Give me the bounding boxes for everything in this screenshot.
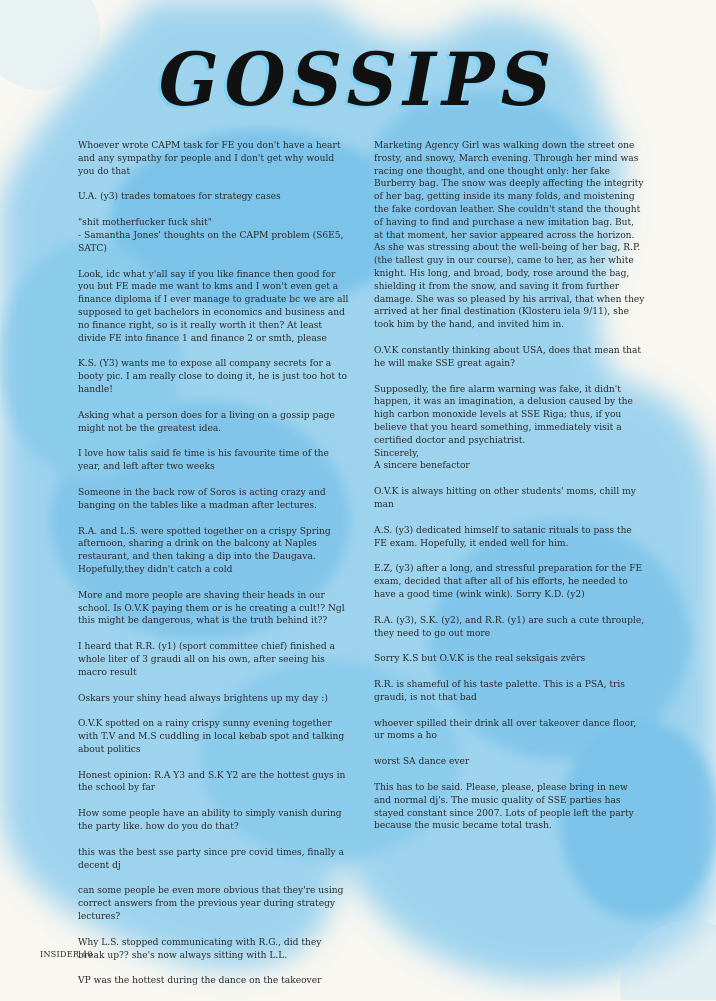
gossip-item: A.S. (y3) dedicated himself to satanic rituals to pass the FE exam. Hopefully, it ended well for him. [374,525,632,549]
gossip-item: VP was the hottest during the dance on the takeover [78,976,322,987]
gossip-column-left [78,140,350,1001]
gossip-item: This has to be said. Please, please, please bring in new and normal dj's. The music quality of SSE parties has stayed constant since 2007. Lots of people left the party because the music became total trash. [374,783,634,832]
gossip-column-right [374,140,646,846]
gossip-item: whoever spilled their drink all over takeover dance floor, ur moms a ho [374,718,637,742]
gossip-item: R.R. is shameful of his taste palette. This is a PSA, tris graudi, is not that bad [374,680,625,703]
gossip-item: can some people be even more obvious that they're using correct answers from the previous year during strategy lectures? [78,886,344,923]
gossip-item: I heard that R.R. (y1) (sport committee chief) finished a whole liter of 3 graudi all on his own, after seeing his macro result [78,642,335,678]
gossip-item: R.A. (y3), S.K. (y2), and R.R. (y1) are such a cute throuple, they need to go out more [374,615,645,639]
page-title: GOSSIPS [158,35,558,124]
gossip-item: U.A. (y3) trades tomatoes for strategy cases [78,192,281,203]
gossip-item: Whoever wrote CAPM task for FE you don't have a heart and any sympathy for people and I don't get why would you do that [78,141,341,177]
gossip-item: O.V.K spotted on a rainy crispy sunny evening together with T.V and M.S cuddling in local kebab spot and talking about politics [78,719,345,755]
gossip-item: Supposedly, the fire alarm warning was fake, it didn't happen, it was an imagination, a delusion caused by the high carbon monoxide levels at SSE Riga; thus, if you believe that you heard something, immediately visit a certified doctor and psychiatrist. Sincerely, A sincere benefactor [374,384,633,472]
gossip-item: Why L.S. stopped communicating with R.G., did they break up?? she's now always sitting with L.L. [78,937,322,961]
gossip-item: Marketing Agency Girl was walking down the street one frosty, and snowy, March evening. Through her mind was racing one thought, and one thought only: her fake Burberry bag. The snow was deeply affecting the integrity of her bag, getting inside its many folds, and moistening the fake cordovan leather. She couldn't stand the thought of having to find and purchase a new imitation bag. But, at that moment, her savior appeared across the horizon. As she was stressing about the well-being of her bag, R.P. (the tallest guy in our course), came to her, as her white knight. His long, and broad, body, rose around the bag, shielding it from the snow, and saving it from further damage. She was so pleased by his arrival, that when they arrived at her final destination (Klosteru iela 9/11), she took him by the hand, and invited him in. [374,141,645,331]
gossip-item: Sorry K.S but O.V.K is the real seksīgais zvērs [374,654,586,665]
gossip-item: O.V.K constantly thinking about USA, does that mean that he will make SSE great again? [374,345,642,369]
gossip-item: How some people have an ability to simply vanish during the party like. how do you do that? [78,809,342,833]
gossip-item: Someone in the back row of Soros is acting crazy and banging on the tables like a madman after lectures. [78,487,326,511]
gossip-item: "shit motherfucker fuck shit" - Samantha Jones' thoughts on the CAPM problem (S6E5, SATC) [78,218,344,254]
gossip-item: Oskars your shiny head always brightens up my day :) [78,693,328,704]
gossip-item: R.A. and L.S. were spotted together on a crispy Spring afternoon, sharing a drink on the balcony at Naples restaurant, and then taking a dip into the Daugava. Hopefully,they didn't catch a cold [78,526,331,575]
gossip-item: worst SA dance ever [374,757,470,768]
gossip-item: Honest opinion: R.A Y3 and S.K Y2 are the hottest guys in the school by far [78,770,346,794]
gossip-item: E.Z, (y3) after a long, and stressful preparation for the FE exam, decided that after all of his efforts, he needed to have a good time (wink wink). Sorry K.D. (y2) [374,564,643,600]
page-footer: INSIDER 40 [40,950,93,959]
gossip-item: Asking what a person does for a living on a gossip page might not be the greatest idea. [78,410,335,434]
gossip-item: Look, idc what y'all say if you like finance then good for you but FE made me want to kms and I won't even get a finance diploma if I ever manage to graduate bc we are all supposed to get bachelors in economics and business and no finance right, so is it really worth it then? At least divide FE into finance 1 and finance 2 or smth, please [78,269,349,344]
gossip-item: K.S. (Y3) wants me to expose all company secrets for a booty pic. I am really close to doing it, he is just too hot to handle! [78,359,348,395]
gossip-item: More and more people are shaving their heads in our school. Is O.V.K paying them or is he creating a cult!? Ngl this might be dangerous, what is the truth behind it?? [78,590,345,627]
gossip-item: O.V.K is always hitting on other students' moms, chill my man [374,487,636,510]
gossip-item: this was the best sse party since pre covid times, finally a decent dj [78,847,345,871]
gossip-item: I love how talis said fe time is his favourite time of the year, and left after two weeks [78,449,329,473]
